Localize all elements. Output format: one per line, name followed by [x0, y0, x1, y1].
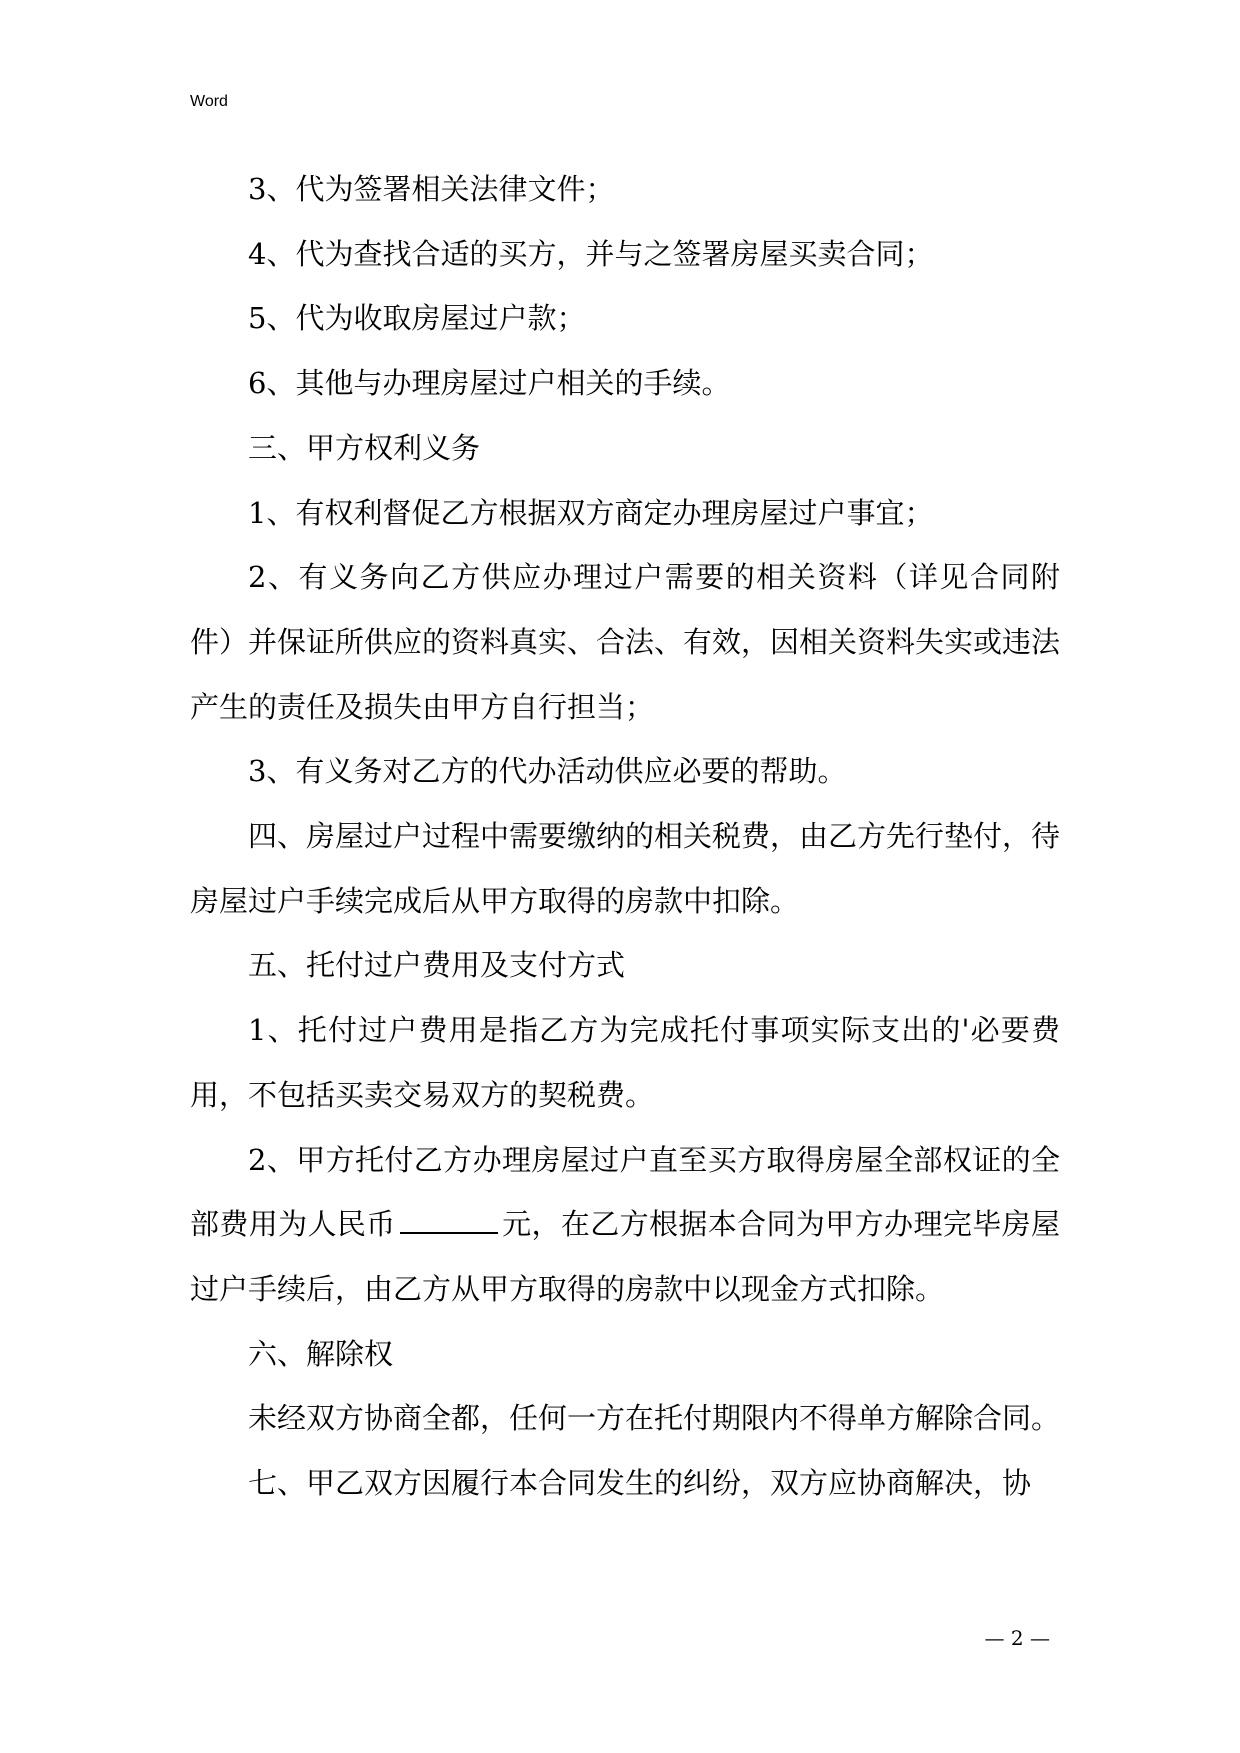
- paragraph-fee-2: [190, 1128, 1060, 1322]
- paragraph-item-3: 3、代为签署相关法律文件；: [248, 172, 615, 206]
- paragraph-rights-2: 2、有义务向乙方供应办理过户需要的相关资料（详见合同附件）并保证所供应的资料真实、合法、有效，因相关资料失实或违法产生的责任及损失由甲方自行担当；: [190, 560, 1061, 724]
- section-heading-6: 六、解除权: [248, 1336, 394, 1371]
- paragraph-item-5: 5、代为收取房屋过户款；: [248, 301, 586, 336]
- paragraph-termination: 未经双方协商全都，任何一方在托付期限内不得单方解除合同。: [248, 1401, 1061, 1436]
- section-heading-7: 七、甲乙双方因履行本合同发生的纠纷，双方应协商解决，协: [248, 1466, 1032, 1501]
- fee-text-before: 2、甲方托付乙方办理房屋过户直至买方取得房屋全部权证的全部费用为人民币: [190, 1142, 1060, 1242]
- section-heading-5: 五、托付过户费用及支付方式: [248, 948, 626, 983]
- fee-text-after: 元，在乙方根据本合同为甲方办理完毕房屋过户手续后，由乙方从甲方取得的房款中以现金方式扣除。: [190, 1207, 1060, 1306]
- paragraph-fee-1: 1、托付过户费用是指乙方为完成托付事项实际支出的'必要费用，不包括买卖交易双方的契税费。: [190, 1013, 1060, 1112]
- paragraph-item-4: 4、代为查找合适的买方，并与之签署房屋买卖合同；: [248, 236, 934, 271]
- section-heading-3: 三、甲方权利义务: [248, 430, 481, 465]
- page-number: — 2 —: [984, 1626, 1050, 1650]
- document-body: [190, 157, 1060, 1516]
- paragraph-item-6: 6、其他与办理房屋过户相关的手续。: [248, 366, 731, 401]
- section-heading-4: 四、房屋过户过程中需要缴纳的相关税费，由乙方先行垫付，待房屋过户手续完成后从甲方取得的房款中扣除。: [190, 819, 1061, 918]
- paragraph-rights-3: 3、有义务对乙方的代办活动供应必要的帮助。: [248, 754, 847, 789]
- document-header: Word: [190, 93, 228, 110]
- paragraph-rights-1: 1、有权利督促乙方根据双方商定办理房屋过户事宜；: [248, 495, 934, 530]
- fee-amount-blank: [400, 1206, 498, 1234]
